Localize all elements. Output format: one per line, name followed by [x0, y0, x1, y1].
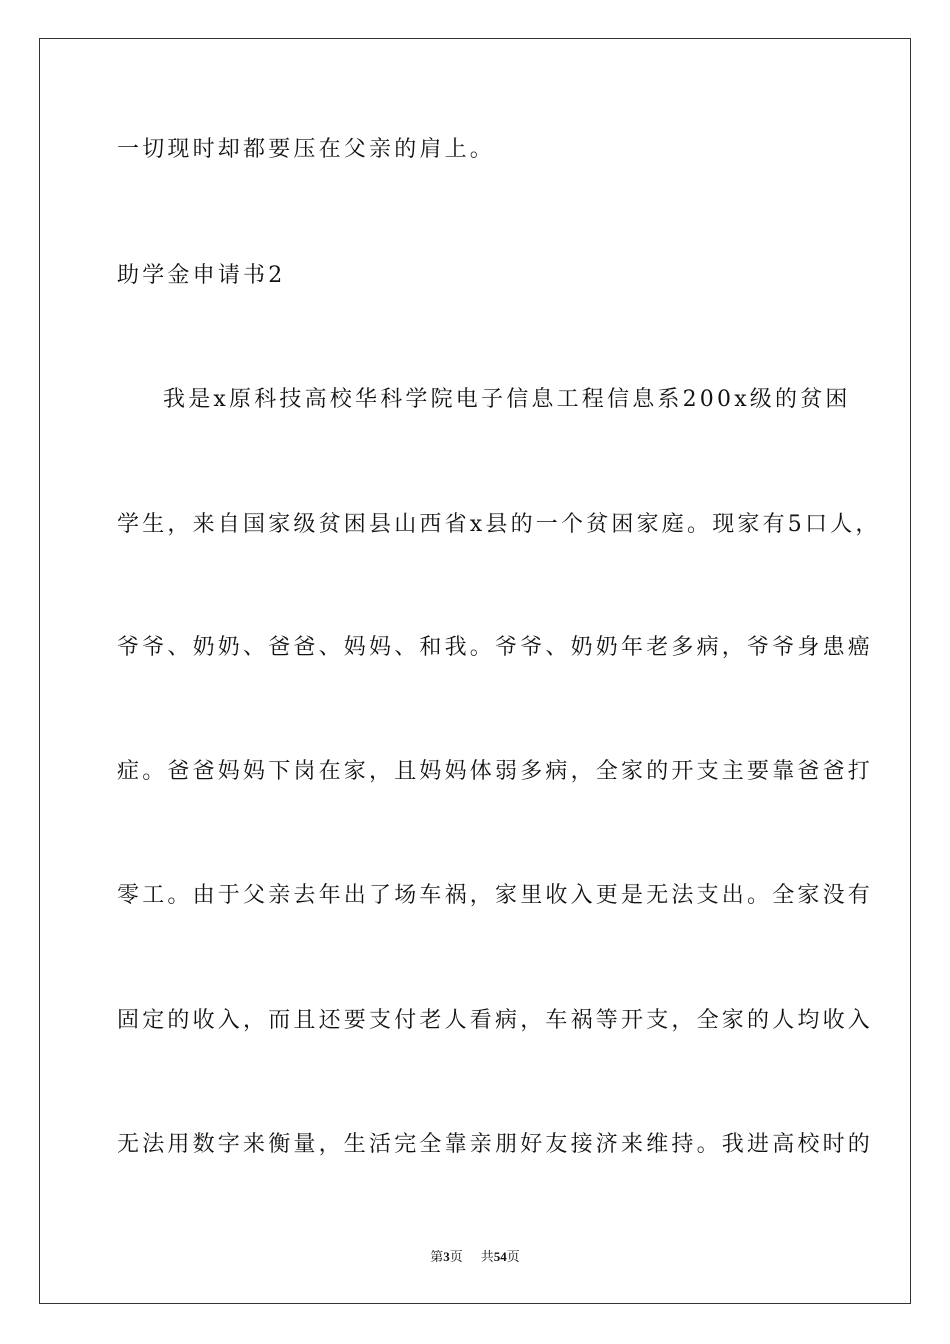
body-line-6: 零工。由于父亲去年出了场车祸，家里收入更是无法支出。全家没有 [117, 883, 874, 908]
body-line-1: 一切现时却都要压在父亲的肩上。 [117, 137, 496, 162]
page-suffix: 页 [449, 1250, 463, 1265]
section-heading: 助学金申请书2 [117, 263, 286, 288]
body-line-7: 固定的收入，而且还要支付老人看病，车祸等开支，全家的人均收入 [117, 1008, 874, 1033]
body-line-8: 无法用数字来衡量，生活完全靠亲朋好友接济来维持。我进高校时的 [117, 1132, 874, 1157]
body-line-5: 症。爸爸妈妈下岗在家，且妈妈体弱多病，全家的开支主要靠爸爸打 [117, 759, 874, 784]
page-prefix: 第 [430, 1250, 444, 1265]
total-pages: 54 [493, 1249, 507, 1264]
body-line-2: 我是x原科技高校华科学院电子信息工程信息系200x级的贫困 [163, 387, 851, 412]
page-border [39, 38, 911, 1304]
page-footer [0, 1248, 950, 1267]
body-line-3: 学生，来自国家级贫困县山西省x县的一个贫困家庭。现家有5口人， [117, 512, 881, 537]
total-prefix: 共 [480, 1250, 494, 1265]
body-line-4: 爷爷、奶奶、爸爸、妈妈、和我。爷爷、奶奶年老多病，爷爷身患癌 [117, 635, 874, 660]
page-number: 3 [443, 1249, 450, 1264]
total-suffix: 页 [506, 1250, 520, 1265]
